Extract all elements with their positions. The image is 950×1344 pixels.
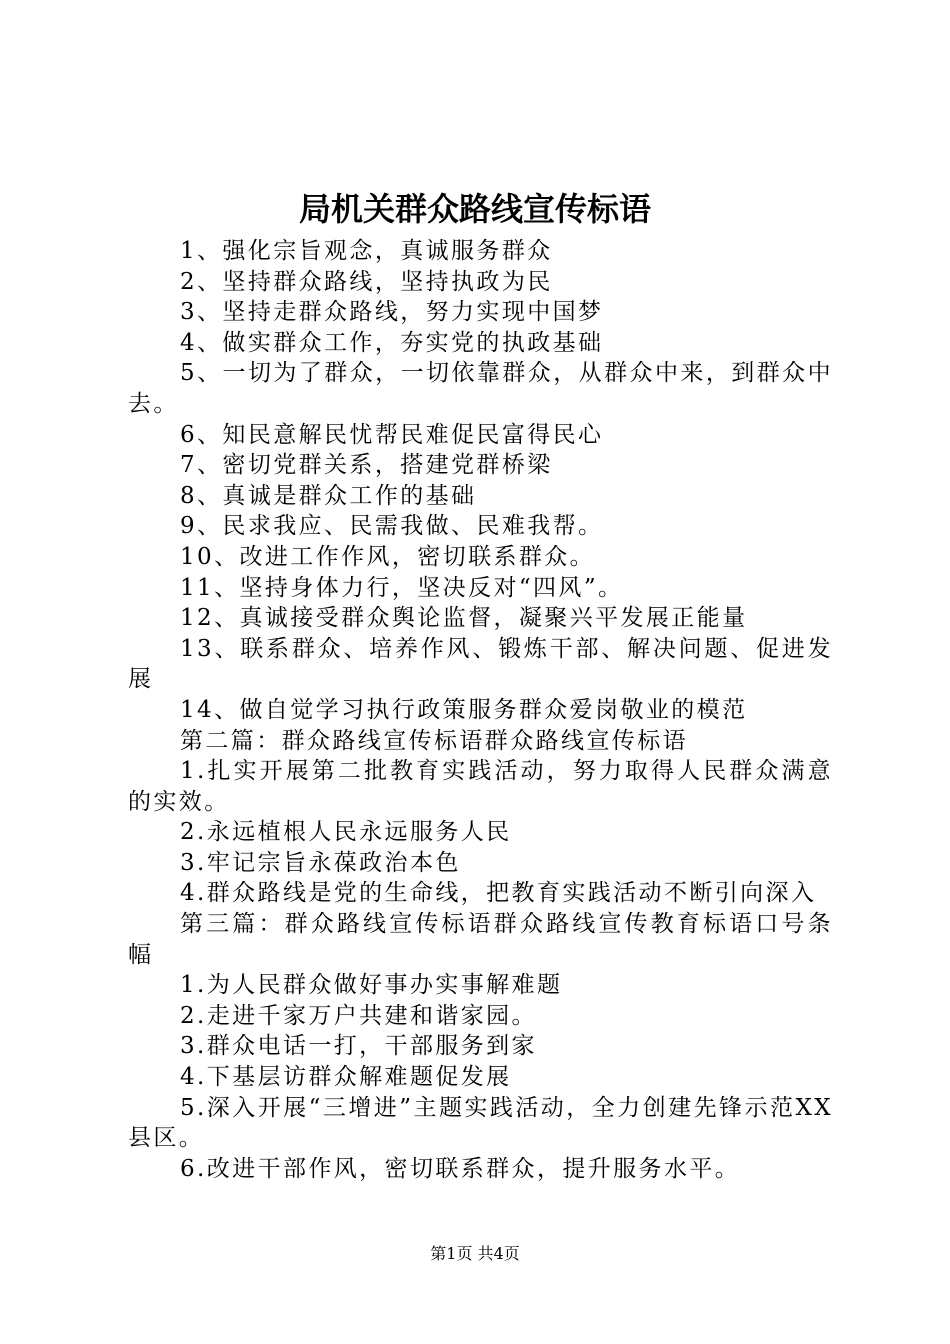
paragraph: 9、民求我应、民需我做、民难我帮。 <box>180 513 604 540</box>
paragraph: 2.永远植根人民永远服务人民 <box>180 819 512 846</box>
paragraph: 4.下基层访群众解难题促发展 <box>180 1064 512 1091</box>
paragraph: 5、一切为了群众，一切依靠群众，从群众中来，到群众中去。 <box>128 360 833 417</box>
paragraph: 1.为人民群众做好事办实事解难题 <box>180 972 563 999</box>
paragraph: 11、坚持身体力行，坚决反对“四风”。 <box>180 574 624 601</box>
paragraph: 1.扎实开展第二批教育实践活动，努力取得人民群众满意的实效。 <box>128 758 833 815</box>
section-heading: 第二篇：群众路线宣传标语群众路线宣传标语 <box>180 727 688 754</box>
document-title: 局机关群众路线宣传标语 <box>298 190 651 228</box>
paragraph: 13、联系群众、培养作风、锻炼干部、解决问题、促进发展 <box>128 635 833 693</box>
paragraph: 3、坚持走群众路线，努力实现中国梦 <box>180 299 604 326</box>
paragraph: 4、做实群众工作，夯实党的执政基础 <box>180 329 604 356</box>
paragraph: 8、真诚是群众工作的基础 <box>180 482 477 509</box>
paragraph: 10、改进工作作风，密切联系群众。 <box>180 543 596 570</box>
paragraph: 7、密切党群关系，搭建党群桥梁 <box>180 452 553 479</box>
page-footer: 第1页 共4页 <box>430 1244 520 1263</box>
paragraph: 5.深入开展“三增进”主题实践活动，全力创建先锋示范XX县区。 <box>128 1094 833 1152</box>
paragraph: 12、真诚接受群众舆论监督，凝聚兴平发展正能量 <box>180 605 748 632</box>
paragraph: 6.改进干部作风，密切联系群众，提升服务水平。 <box>180 1155 741 1182</box>
paragraph: 4.群众路线是党的生命线，把教育实践活动不断引向深入 <box>180 880 817 907</box>
paragraph: 3.群众电话一打，干部服务到家 <box>180 1033 537 1060</box>
document-body <box>128 236 833 1184</box>
paragraph: 2.走进千家万户共建和谐家园。 <box>180 1002 537 1029</box>
paragraph: 6、知民意解民忧帮民难促民富得民心 <box>180 421 604 448</box>
paragraph: 1、强化宗旨观念，真诚服务群众 <box>180 238 553 264</box>
paragraph: 2、坚持群众路线，坚持执政为民 <box>180 268 553 295</box>
paragraph: 3.牢记宗旨永葆政治本色 <box>180 849 461 876</box>
paragraph: 14、做自觉学习执行政策服务群众爱岗敬业的模范 <box>180 696 748 723</box>
section-heading: 第三篇：群众路线宣传标语群众路线宣传教育标语口号条幅 <box>128 911 833 968</box>
